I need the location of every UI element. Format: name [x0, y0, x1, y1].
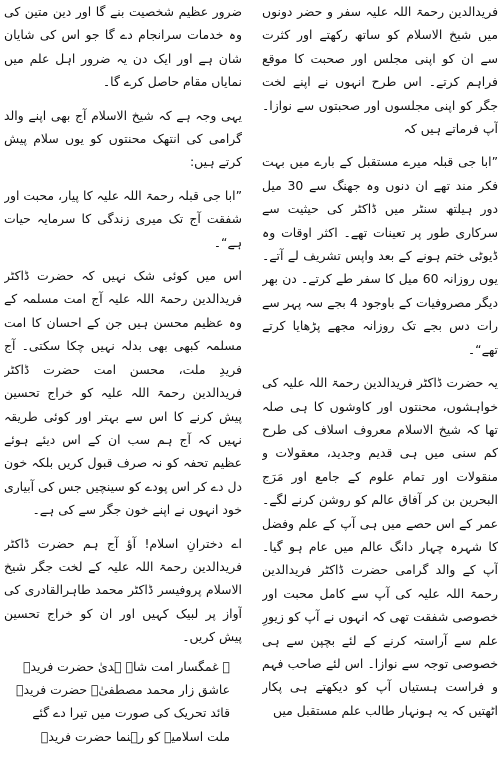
left-column	[4, 0, 242, 767]
quote-paragraph: ”ابا جی قبلہ رحمۃ اللہ علیہ کا پیار، محبت اور شفقت آج تک میری زندگی کا سرمایہ حیات ہے“۔	[4, 187, 242, 250]
paragraph: فریدالدین رحمۃ اللہ علیہ سفر و حضر دونوں میں شیخ الاسلام کو ساتھ رکھتے اور کثرت سے ان کو اپنی مجلس اور صحبت کا موقع فراہم کرتے۔ اس طرح انہوں نے اپنے لخت جگر کو اپنی مجلسوں اور صحبتوں سے نوازا۔ آپ فرماتے ہیں کہ	[262, 4, 498, 137]
poem-line: ملت اسلامیہ کو رہنما حضرت فریدؒ	[40, 728, 230, 744]
quote-paragraph: ”ابا جی قبلہ میرے مستقبل کے بارے میں بہت فکر مند تھے ان دنوں وہ جھنگ سے 30 میل دور ہیلتھ سنٹر میں ڈاکٹر کی حیثیت سے سرکاری طور پر تعینات تھے۔ اکثر اوقات وہ ڈیوٹی ختم ہونے کے بعد واپس تشریف لے آتے۔ یوں روزانہ 60 میل کا سفر طے کرتے۔ دن بھر دیگر مصروفیات کے باوجود 4 بجے سہ پہر سے رات دس بجے تک روزانہ مجھے پڑھایا کرتے تھے“۔	[262, 154, 498, 357]
paragraph: اے دخترانِ اسلام! آؤ آج ہم حضرت ڈاکٹر فریدالدین رحمۃ اللہ علیہ کے لخت جگر شیخ الاسلام پروفیسر ڈاکٹر محمد طاہرالقادری کی آواز پر لبیک کہیں اور ان کو خراج تحسین پیش کریں۔	[4, 535, 242, 645]
paragraph: یہ حضرت ڈاکٹر فریدالدین رحمۃ اللہ علیہ کی خواہشوں، محنتوں اور کاوشوں کا ہی صلہ تھا کہ شیخ الاسلام معروف اسلاف کی طرح کم سنی میں ہی قدیم وجدید، معقولات و منقولات اور تمام علوم کے جامع اور مَرَج البحرین بن کر آفاق عالم کو روشن کرنے لگے۔ عمر کے اس حصے میں ہی آپ کے علم وفضل کا شہرہ چہار دانگ عالم میں عام ہو گیا۔ آپ کے والد گرامی حضرت ڈاکٹر فریدالدین رحمۃ اللہ علیہ کی آپ سے کامل محبت اور خصوصی شفقت تھی کہ انہوں نے آپ کو زیورِ علم سے آراستہ کرنے کے لئے بچپن سے ہی خصوصی توجہ سے نوازا۔ اس لئے صاحب فہم و فراست ہستیاں آپ کو دیکھتے ہی پکار اٹھتیں کہ یہ ہونہار طالب علم مستقبل میں	[262, 375, 498, 718]
right-column	[262, 0, 498, 767]
poem-line: عاشق زار محمد مصطفیٰؐ حضرت فریدؒ	[16, 681, 230, 697]
poem	[4, 655, 242, 749]
poem-line: قائد تحریک کی صورت میں تیرا دے گئے	[32, 705, 230, 721]
paragraph: ضرور عظیم شخصیت بنے گا اور دین متین کی وہ خدمات سرانجام دے گا جو اس کی شایان شان ہے اور ایک دن یہ ضرور اہل علم میں نمایاں مقام حاصل کرے گا۔	[4, 4, 242, 90]
paragraph: اس میں کوئی شک نہیں کہ حضرت ڈاکٹر فریدالدین رحمۃ اللہ علیہ آج امت مسلمہ کے وہ عظیم محسن ہیں جن کے احسان کا امت مسلمہ کبھی بھی بدلہ نہیں چکا سکتی۔ آج فریدِ ملت، محسن امت حضرت ڈاکٹر فریدالدین رحمۃ اللہ علیہ کو خراج تحسین پیش کرنے کا اس سے بہتر اور کوئی طریقہ نہیں کہ آج ہم سب ان کے اس دیئے ہوئے عظیم تحفہ کو نہ صرف قبول کریں بلکہ خون دل دے کر اس پودے کو سینچیں جس کی آبیاری خود انہوں نے اپنے خون جگر سے کی ہے۔	[4, 268, 242, 518]
poem-line: ؎ غمگسار امت شاہ ہدیٰ حضرت فریدؒ	[23, 658, 230, 674]
paragraph: یہی وجہ ہے کہ شیخ الاسلام آج بھی اپنے والد گرامی کی انتھک محنتوں کو یوں سلام پیش کرتے ہیں:	[4, 107, 242, 170]
